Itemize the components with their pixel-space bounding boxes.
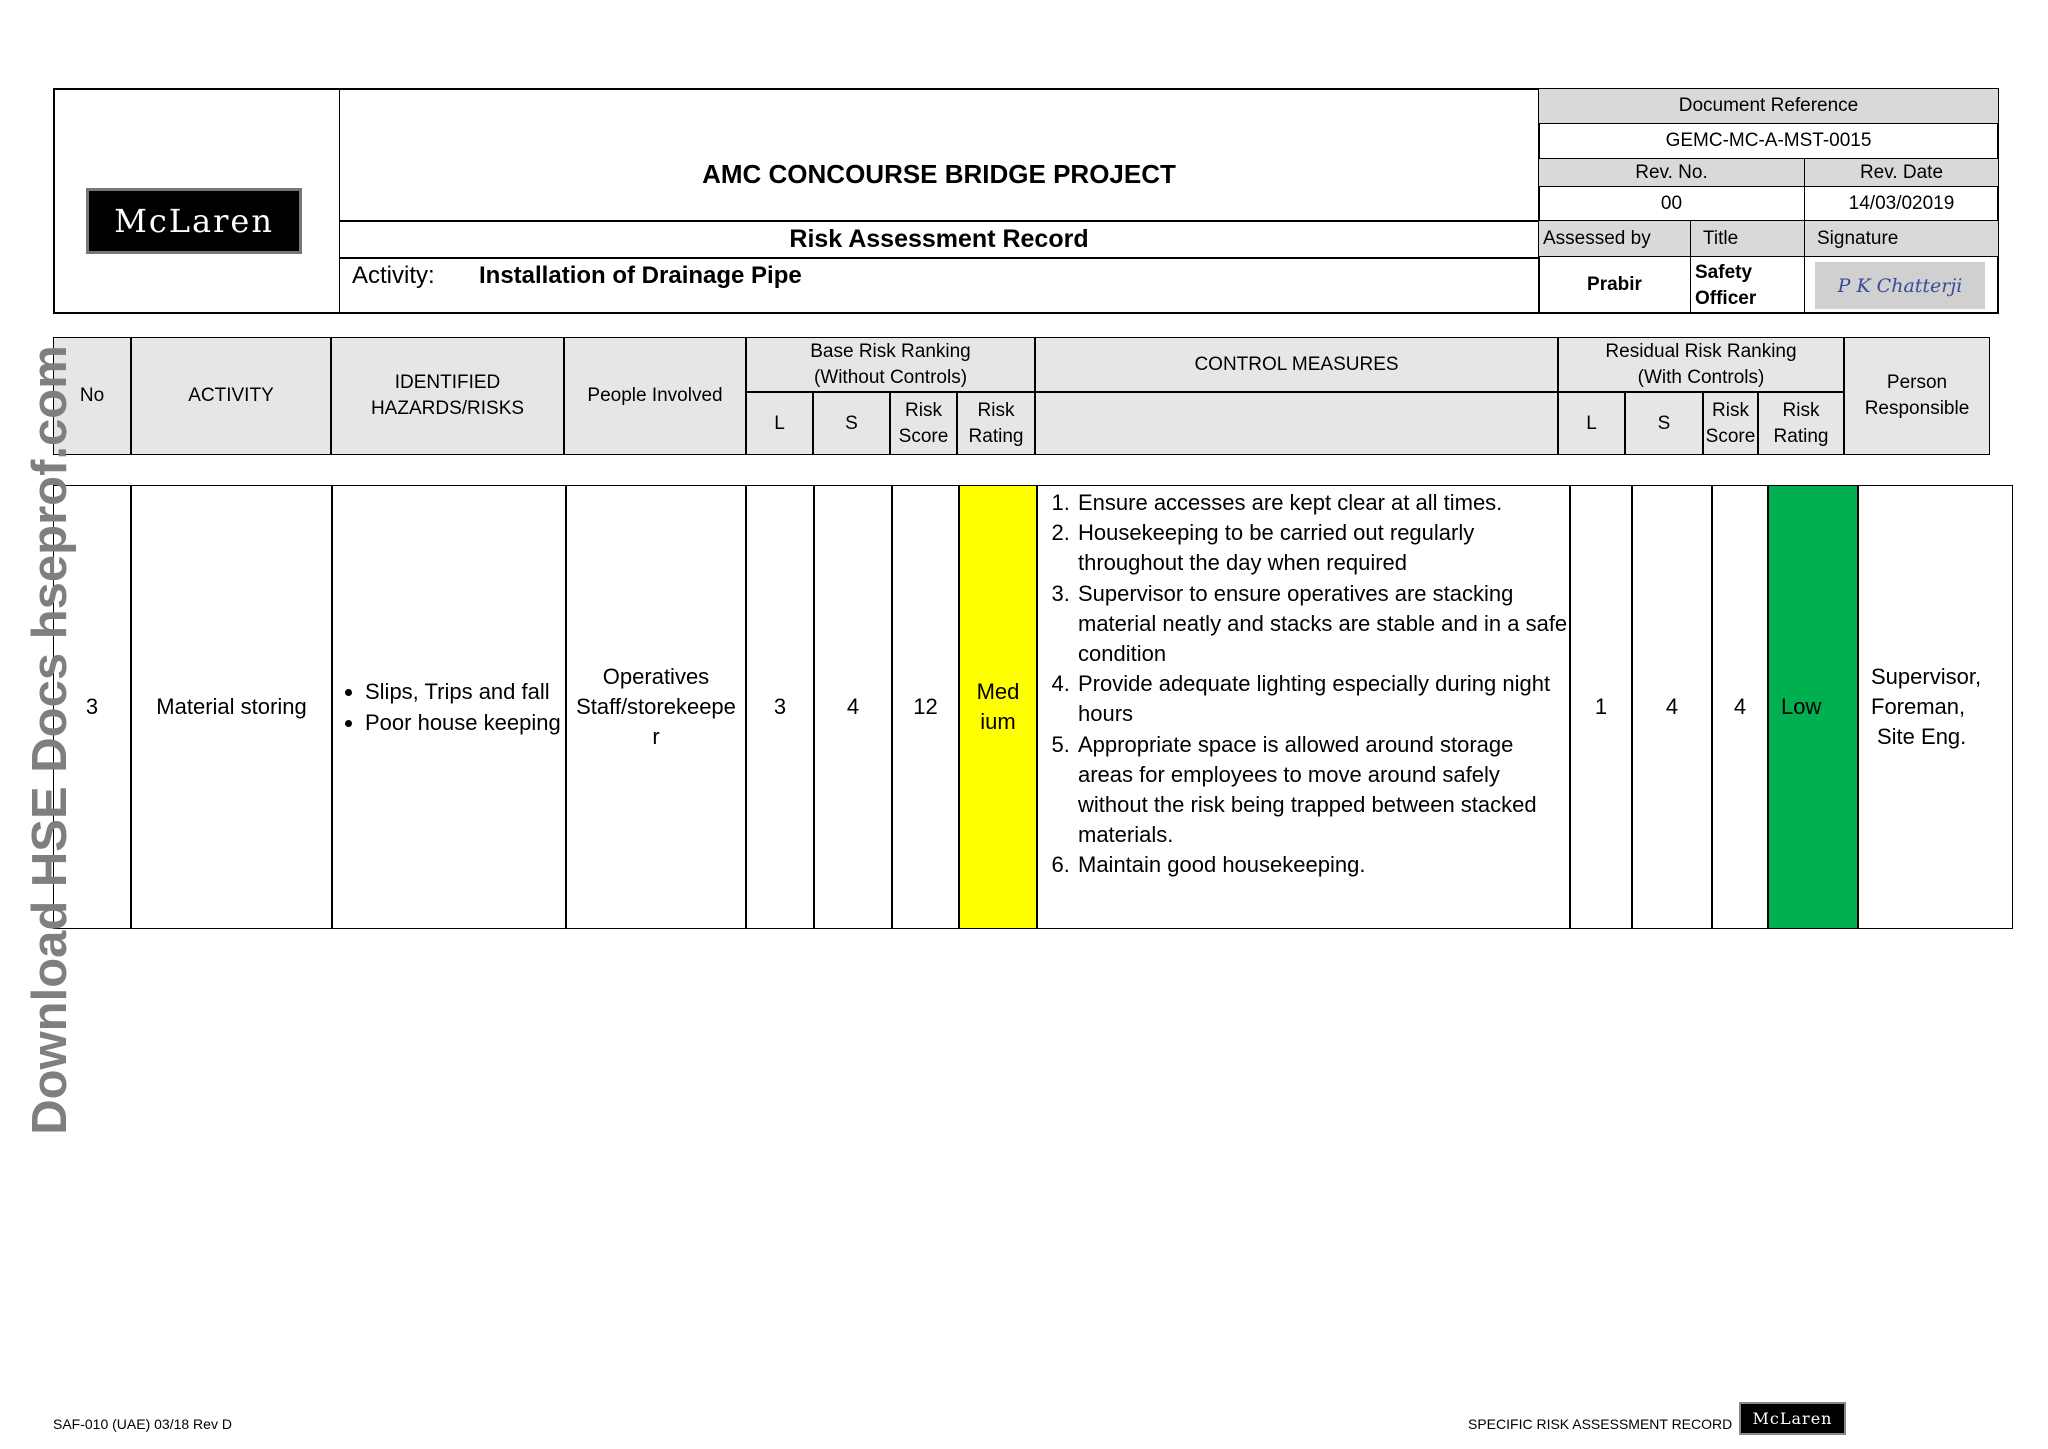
rev-date-label: Rev. Date	[1805, 159, 1998, 187]
person-line: Supervisor,	[1871, 664, 1982, 689]
header-line: Score	[898, 425, 949, 447]
col-header-person	[1844, 337, 1990, 455]
header-line: Rating	[968, 425, 1024, 447]
cell-res-rating: Low	[1768, 485, 1858, 929]
cell-person-responsible	[1858, 485, 2013, 929]
col-header-base-s: S	[813, 392, 890, 455]
people-line: Staff/storekeepe	[576, 694, 736, 719]
mclaren-logo: McLaren	[86, 188, 302, 254]
title-label: Title	[1691, 221, 1805, 257]
title-value-line: Safety	[1695, 262, 1753, 283]
cell-res-l: 1	[1570, 485, 1632, 929]
footer-right: SPECIFIC RISK ASSESSMENT RECORD	[1468, 1416, 1733, 1432]
col-header-no: No	[53, 337, 131, 455]
header-line: Rating	[1773, 425, 1829, 447]
header-line: Risk	[905, 399, 942, 421]
control-measure-item: 5. Appropriate space is allowed around storage areas for employees to move around safely without the risk being trapped between stacked materials.	[1076, 730, 1569, 851]
header-line: (With Controls)	[1637, 366, 1765, 388]
col-header-base-l: L	[746, 392, 813, 455]
record-title: Risk Assessment Record	[789, 224, 1089, 253]
header-line: Person	[1886, 372, 1948, 393]
col-header-res-score	[1703, 392, 1758, 455]
signature-scribble: P K Chatterji	[1837, 274, 1963, 297]
signature-image	[1815, 262, 1985, 309]
col-header-control-blank	[1035, 392, 1558, 455]
cell-res-s: 4	[1632, 485, 1712, 929]
control-measure-list	[1038, 488, 1569, 881]
col-header-residual-risk	[1558, 337, 1844, 392]
control-measure-item: 4. Provide adequate lighting especially during night hours	[1076, 669, 1569, 729]
people-line: Operatives	[602, 664, 710, 689]
col-header-res-s: S	[1625, 392, 1703, 455]
header-line: (Without Controls)	[813, 366, 968, 388]
col-header-base-rating	[957, 392, 1035, 455]
rev-no-value: 00	[1539, 187, 1805, 221]
header-line: IDENTIFIED	[394, 372, 501, 393]
rating-line: Med	[976, 679, 1020, 704]
assessed-by-label: Assessed by	[1539, 221, 1691, 257]
rating-line: ium	[980, 709, 1016, 734]
header-line: Risk	[1712, 399, 1749, 421]
activity-label: Activity:	[352, 262, 435, 289]
col-header-res-rating	[1758, 392, 1844, 455]
signature-label: Signature	[1805, 221, 1998, 257]
assessed-by-value: Prabir	[1539, 257, 1691, 313]
cell-activity: Material storing	[131, 485, 332, 929]
col-header-base-risk	[746, 337, 1035, 392]
header-line: Residual Risk Ranking	[1605, 340, 1797, 362]
cell-control-measures	[1037, 485, 1570, 929]
cell-hazards	[332, 485, 566, 929]
header-line: Responsible	[1864, 398, 1970, 419]
header-line: Risk	[1782, 399, 1820, 421]
rev-no-label: Rev. No.	[1539, 159, 1805, 187]
footer-logo	[1739, 1402, 1846, 1435]
cell-base-rating	[959, 485, 1037, 929]
control-measure-item: 3. Supervisor to ensure operatives are stacking material neatly and stacks are stable and in a safe condition	[1076, 579, 1569, 670]
title-value-line: Officer	[1695, 288, 1757, 309]
footer-left: SAF-010 (UAE) 03/18 Rev D	[53, 1416, 232, 1432]
doc-ref-label: Document Reference	[1539, 89, 1998, 124]
header-line: HAZARDS/RISKS	[370, 398, 525, 419]
person-line: Foreman,	[1871, 694, 1966, 719]
control-measure-item: 1. Ensure accesses are kept clear at all times.	[1076, 488, 1569, 518]
doc-ref-value: GEMC-MC-A-MST-0015	[1539, 124, 1998, 159]
cell-res-score: 4	[1712, 485, 1768, 929]
header-line: Risk	[977, 399, 1015, 421]
header-line: Base Risk Ranking	[810, 340, 971, 362]
header-line: Score	[1705, 425, 1756, 447]
project-title: AMC CONCOURSE BRIDGE PROJECT	[702, 158, 1176, 189]
col-header-base-score	[890, 392, 957, 455]
person-line: Site Eng.	[1877, 724, 1967, 749]
cell-base-l: 3	[746, 485, 814, 929]
control-measure-item: 2. Housekeeping to be carried out regularly throughout the day when required	[1076, 518, 1569, 578]
hazard-item: • Poor house keeping	[365, 707, 561, 738]
col-header-hazards	[331, 337, 564, 455]
col-header-control: CONTROL MEASURES	[1035, 337, 1558, 392]
title-value	[1691, 257, 1805, 313]
col-header-res-l: L	[1558, 392, 1625, 455]
hazard-item: • Slips, Trips and fall	[365, 676, 561, 707]
cell-people	[566, 485, 746, 929]
control-measure-item: 6. Maintain good housekeeping.	[1076, 850, 1569, 880]
rev-date-value: 14/03/02019	[1805, 187, 1998, 221]
people-line: r	[652, 724, 660, 749]
hazard-list	[343, 676, 561, 738]
watermark-text: Download HSE Docs hseprof.com	[23, 345, 77, 1135]
cell-base-score: 12	[892, 485, 959, 929]
col-header-people: People Involved	[564, 337, 746, 455]
cell-no: 3	[53, 485, 131, 929]
cell-base-s: 4	[814, 485, 892, 929]
activity-value: Installation of Drainage Pipe	[479, 262, 802, 289]
footer-logo-text: McLaren	[1752, 1409, 1833, 1428]
col-header-activity: ACTIVITY	[131, 337, 331, 455]
